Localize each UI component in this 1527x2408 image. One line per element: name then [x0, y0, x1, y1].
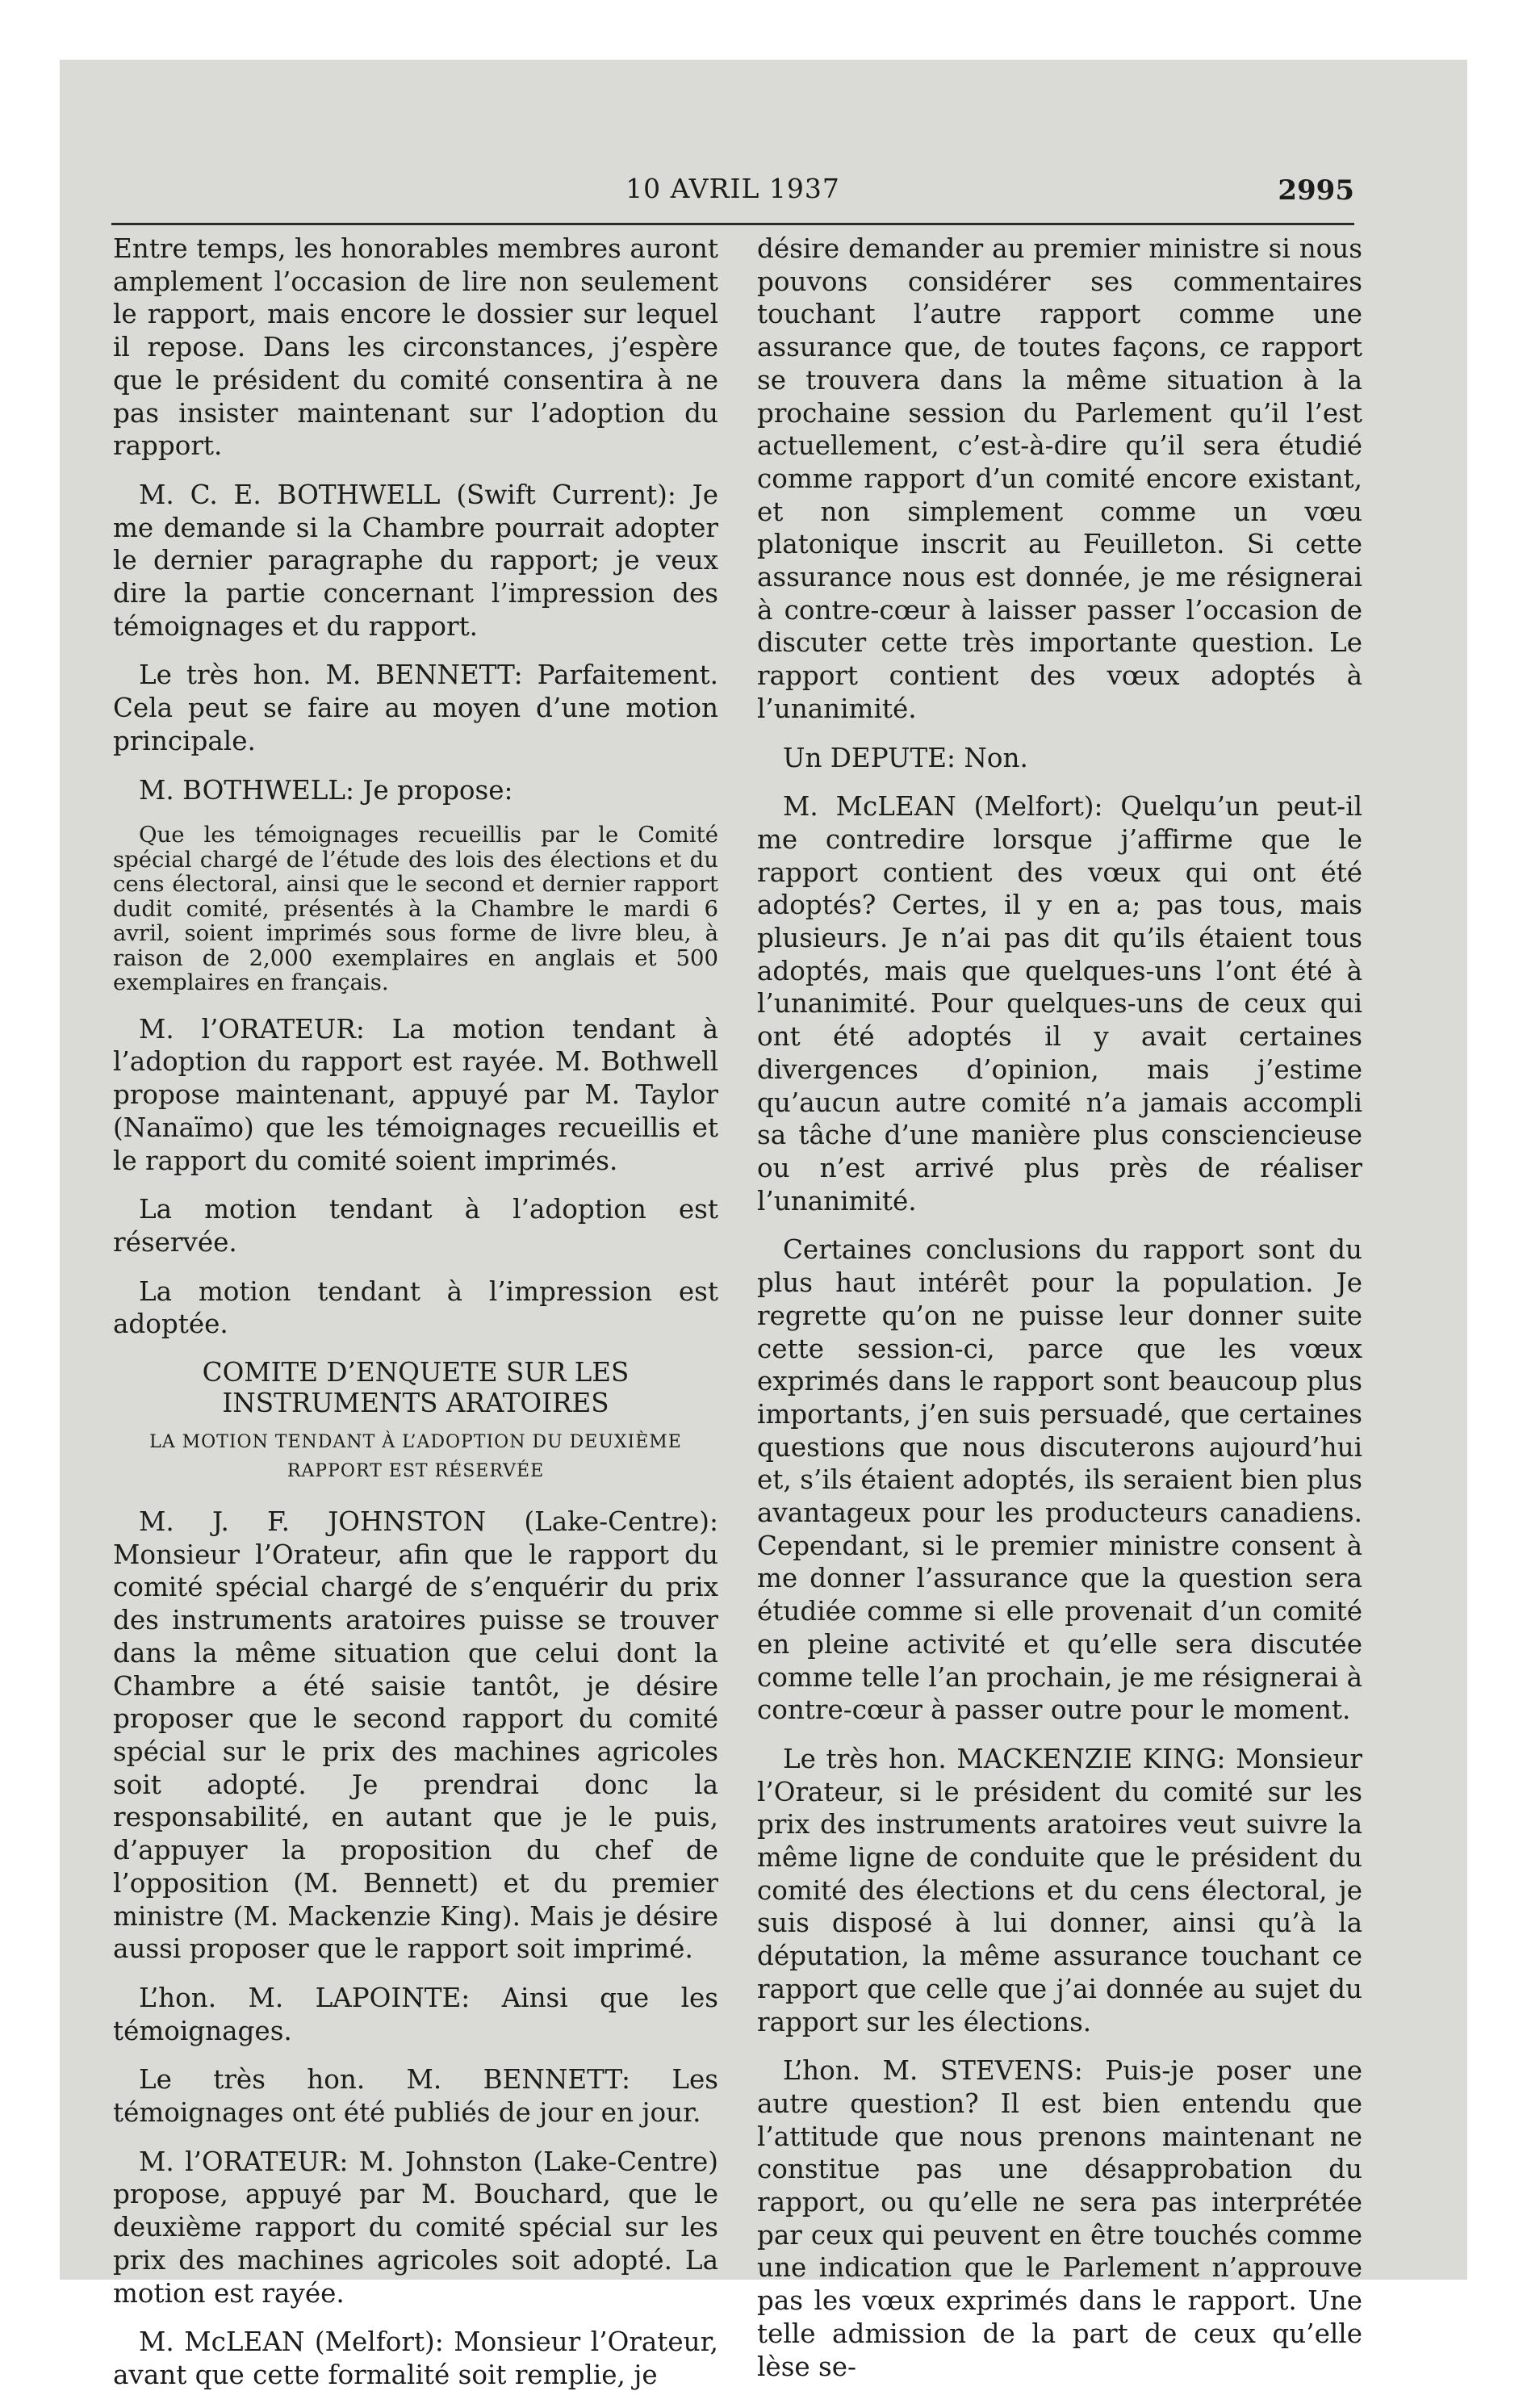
paragraph: L’hon. M. STEVENS: Puis-je poser une autre question? Il est bien entendu que l’attitude que nous prenons maintenant ne constitue pas une désapprobation du rapport, ou qu’elle ne sera pas interprétée par ceux qui peuvent en être touchés comme une indication que le Parlement n’approuve pas les vœux exprimés dans le rapport. Une telle admission de la part de ceux qu’elle lèse se-	[757, 2055, 1362, 2382]
paragraph: désire demander au premier ministre si nous pouvons considérer ses commentaires touchant l’autre rapport comme une assurance que, de toutes façons, ce rapport se trouvera dans la même situation à la prochaine session du Parlement qu’il l’est actuellement, c’est-à-dire qu’il sera étudié comme rapport d’un comité encore existant, et non simplement comme un vœu platonique inscrit au Feuilleton. Si cette assurance nous est donnée, je me résignerai à contre-cœur à laisser passer l’occasion de discuter cette très importante question. Le rapport contient des vœux adoptés à l’unanimité.	[757, 233, 1362, 724]
motion-quote: Que les témoignages recueillis par le Comité spécial chargé de l’étude des lois des élections et du cens électoral, ainsi que le second et dernier rapport dudit comité, présentés à la Chambre le mardi 6 avril, soient imprimés sous forme de livre bleu, à raison de 2,000 exemplaires en anglais et 500 exemplaires en français.	[113, 822, 718, 996]
section-title: COMITE D’ENQUETE SUR LES INSTRUMENTS ARATOIRES	[202, 1357, 630, 1419]
section-subtitle: LA MOTION TENDANT À L’ADOPTION DU DEUXIÈME RAPPORT EST RÉSERVÉE	[149, 1432, 682, 1482]
paragraph: Le très hon. M. BENNETT: Les témoignages ont été publiés de jour en jour.	[113, 2064, 718, 2129]
paragraph: M. l’ORATEUR: La motion tendant à l’adoption du rapport est rayée. M. Bothwell propose maintenant, appuyé par M. Taylor (Nanaïmo) que les témoignages recueillis et le rapport du comité soient imprimés.	[113, 1013, 718, 1176]
right-column	[757, 232, 1362, 2399]
paragraph: L’hon. M. LAPOINTE: Ainsi que les témoignages.	[113, 1982, 718, 2046]
paragraph: Entre temps, les honorables membres auront amplement l’occasion de lire non seulement le rapport, mais encore le dossier sur lequel il repose. Dans les circonstances, j’espère que le président du comité consentira à ne pas insister maintenant sur l’adoption du rapport.	[113, 233, 718, 462]
paragraph: M. l’ORATEUR: M. Johnston (Lake-Centre) propose, appuyé par M. Bouchard, que le deuxième rapport du comité spécial sur les prix des machines agricoles soit adopté. La motion est rayée.	[113, 2146, 718, 2309]
paragraph: Le très hon. M. BENNETT: Parfaitement. Cela peut se faire au moyen d’une motion principale.	[113, 660, 718, 756]
paragraph: Le très hon. MACKENZIE KING: Monsieur l’Orateur, si le président du comité sur les prix des instruments aratoires veut suivre la même ligne de conduite que le président du comité des élections et du cens électoral, je suis disposé à lui donner, ainsi qu’à la députation, la même assurance touchant ce rapport que celle que j’ai donnée au sujet du rapport sur les élections.	[757, 1743, 1362, 2037]
page-number: 2995	[1278, 174, 1354, 207]
paragraph: La motion tendant à l’adoption est réservée.	[113, 1194, 718, 1258]
paragraph: M. McLEAN (Melfort): Monsieur l’Orateur, avant que cette formalité soit remplie, je	[113, 2326, 718, 2390]
page-header	[111, 173, 1354, 221]
paragraph: La motion tendant à l’impression est adoptée.	[113, 1275, 718, 1340]
header-rule	[111, 223, 1354, 225]
paragraph: M. C. E. BOTHWELL (Swift Current): Je me demande si la Chambre pourrait adopter le dernier paragraphe du rapport; je veux dire la partie concernant l’impression des témoignages et du rapport.	[113, 479, 718, 642]
left-column	[113, 232, 718, 2408]
paragraph: M. McLEAN (Melfort): Quelqu’un peut-il me contredire lorsque j’affirme que le rapport contient des vœux qui ont été adoptés? Certes, il y en a; pas tous, mais plusieurs. Je n’ai pas dit qu’ils étaient tous adoptés, mais que quelques-uns l’ont été à l’unanimité. Pour quelques-uns de ceux qui ont été adoptés il y avait certaines divergences d’opinion, mais j’estime qu’aucun autre comité n’a jamais accompli sa tâche d’une manière plus consciencieuse ou n’est arrivé plus près de réaliser l’unanimité.	[757, 791, 1362, 1217]
paragraph: Certaines conclusions du rapport sont du plus haut intérêt pour la population. Je regrette qu’on ne puisse leur donner suite cette session-ci, parce que les vœux exprimés dans le rapport sont beaucoup plus importants, j’en suis persuadé, que certaines questions que nous discuterons aujourd’hui et, s’ils étaient adoptés, ils seraient bien plus avantageux pour les producteurs canadiens. Cependant, si le premier ministre consent à me donner l’assurance que la question sera étudiée comme si elle provenait d’un comité en pleine activité et qu’elle sera discutée comme telle l’an prochain, je me résignerai à contre-cœur à passer outre pour le moment.	[757, 1234, 1362, 1726]
page-date: 10 AVRIL 1937	[625, 173, 840, 204]
paragraph: M. BOTHWELL: Je propose:	[139, 774, 513, 806]
paragraph: M. J. F. JOHNSTON (Lake-Centre): Monsieur l’Orateur, afin que le rapport du comité spécial chargé de s’enquérir du prix des instruments aratoires puisse se trouver dans la même situation que celui dont la Chambre a été saisie tantôt, je désire proposer que le second rapport du comité spécial sur le prix des machines agricoles soit adopté. Je prendrai donc la responsabilité, en autant que je le puis, d’appuyer la proposition du chef de l’opposition (M. Bennett) et du premier ministre (M. Mackenzie King). Mais je désire aussi proposer que le rapport soit imprimé.	[113, 1506, 718, 1965]
paragraph: Un DEPUTE: Non.	[783, 742, 1028, 773]
